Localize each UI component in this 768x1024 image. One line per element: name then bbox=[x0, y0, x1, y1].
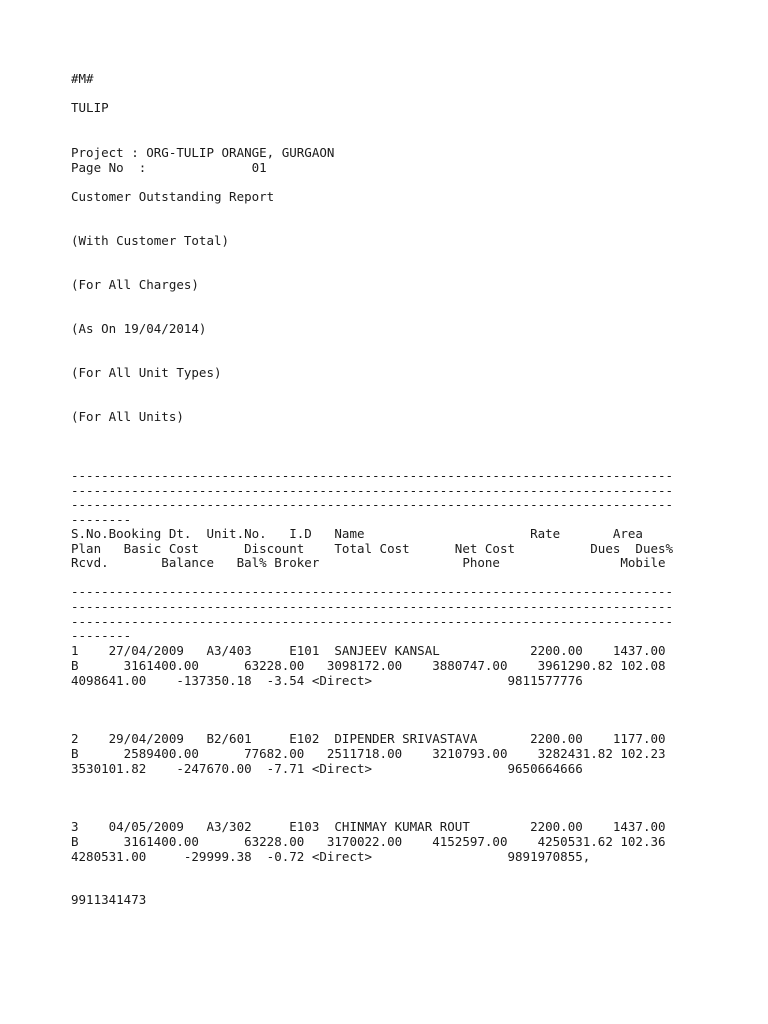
page-number-line: Page No : 01 bbox=[71, 160, 267, 175]
divider-line: -------------------------------------------------------------------------------- bbox=[71, 497, 674, 512]
company-name: TULIP bbox=[71, 100, 109, 115]
record-line: 4098641.00 -137350.18 -3.54 <Direct> 9811577776 bbox=[71, 673, 583, 688]
column-header-row-1: S.No.Booking Dt. Unit.No. I.D Name Rate Area bbox=[71, 526, 643, 541]
filter-charges: (For All Charges) bbox=[71, 277, 199, 292]
mobile-number: 9911341473 bbox=[71, 892, 147, 907]
divider-line: -------------------------------------------------------------------------------- bbox=[71, 468, 674, 483]
record-line: 3 04/05/2009 A3/302 E103 CHINMAY KUMAR ROUT 2200.00 1437.00 bbox=[71, 819, 666, 834]
divider-line: -------------------------------------------------------------------------------- bbox=[71, 614, 674, 629]
filter-units: (For All Units) bbox=[71, 409, 184, 424]
divider-line: -------------------------------------------------------------------------------- bbox=[71, 599, 674, 614]
record-line: 3530101.82 -247670.00 -7.71 <Direct> 9650664666 bbox=[71, 761, 583, 776]
project-line: Project : ORG-TULIP ORANGE, GURGAON bbox=[71, 145, 335, 160]
report-title: Customer Outstanding Report bbox=[71, 189, 275, 204]
column-header-row-3: Rcvd. Balance Bal% Broker Phone Mobile bbox=[71, 555, 666, 570]
marker: #M# bbox=[71, 71, 94, 86]
filter-unit-types: (For All Unit Types) bbox=[71, 365, 222, 380]
record-line: 2 29/04/2009 B2/601 E102 DIPENDER SRIVASTAVA 2200.00 1177.00 bbox=[71, 731, 666, 746]
record-line: B 3161400.00 63228.00 3098172.00 3880747.00 3961290.82 102.08 bbox=[71, 658, 666, 673]
filter-as-on-date: (As On 19/04/2014) bbox=[71, 321, 207, 336]
record-line: 4280531.00 -29999.38 -0.72 <Direct> 9891970855, bbox=[71, 849, 591, 864]
divider-line: -------- bbox=[71, 512, 132, 527]
record-line: B 3161400.00 63228.00 3170022.00 4152597.00 4250531.62 102.36 bbox=[71, 834, 666, 849]
divider-line: -------- bbox=[71, 628, 132, 643]
record-line: 1 27/04/2009 A3/403 E101 SANJEEV KANSAL 2200.00 1437.00 bbox=[71, 643, 666, 658]
record-line: B 2589400.00 77682.00 2511718.00 3210793.00 3282431.82 102.23 bbox=[71, 746, 666, 761]
column-header-row-2: Plan Basic Cost Discount Total Cost Net Cost Dues Dues% bbox=[71, 541, 674, 556]
filter-customer-total: (With Customer Total) bbox=[71, 233, 230, 248]
divider-line: -------------------------------------------------------------------------------- bbox=[71, 483, 674, 498]
divider-line: -------------------------------------------------------------------------------- bbox=[71, 584, 674, 599]
